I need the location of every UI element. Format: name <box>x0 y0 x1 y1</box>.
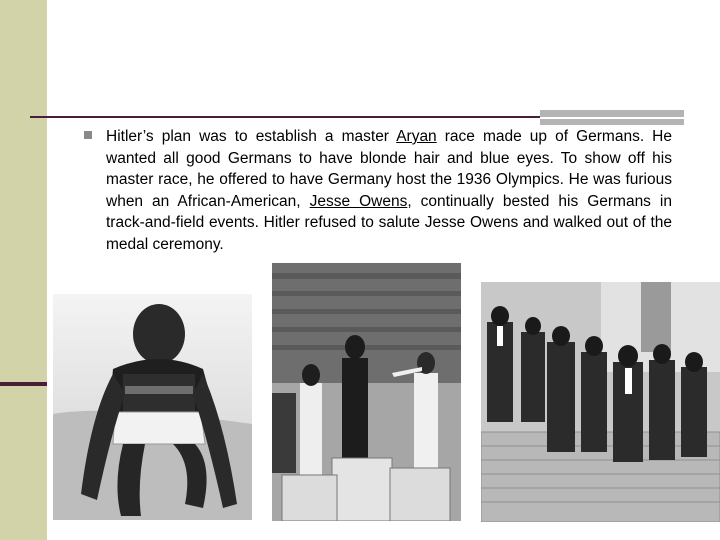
paragraph-text-3: , continually bested his Germans in track-and-field events. Hitler refused to salute Jesse Owens and walked out of the medal ceremony. <box>106 192 672 253</box>
sidebar-accent-line <box>0 382 47 386</box>
jesse-owens-link[interactable]: Jesse Owens <box>309 192 408 210</box>
photo-medal-ceremony <box>272 263 461 521</box>
paragraph-text-1: Hitler’s plan was to establish a master <box>106 128 397 145</box>
title-divider-line <box>30 116 540 118</box>
sidebar-band <box>0 0 47 540</box>
title-accent-bar-bottom <box>540 119 684 125</box>
photo-officials-walking-out <box>481 282 720 522</box>
aryan-link[interactable]: Aryan <box>396 128 437 145</box>
bullet-square-icon <box>84 131 92 139</box>
title-accent-bar-top <box>540 110 684 117</box>
body-paragraph <box>106 126 672 256</box>
paragraph-text-2: race made up of Germans. He wanted all good Germans to have blonde hair and blue eyes. To show off his master race, he offered to have Germany host the 1936 Olympics. He was furious when an African-American, <box>106 128 672 210</box>
photo-jesse-owens-start <box>53 294 252 520</box>
